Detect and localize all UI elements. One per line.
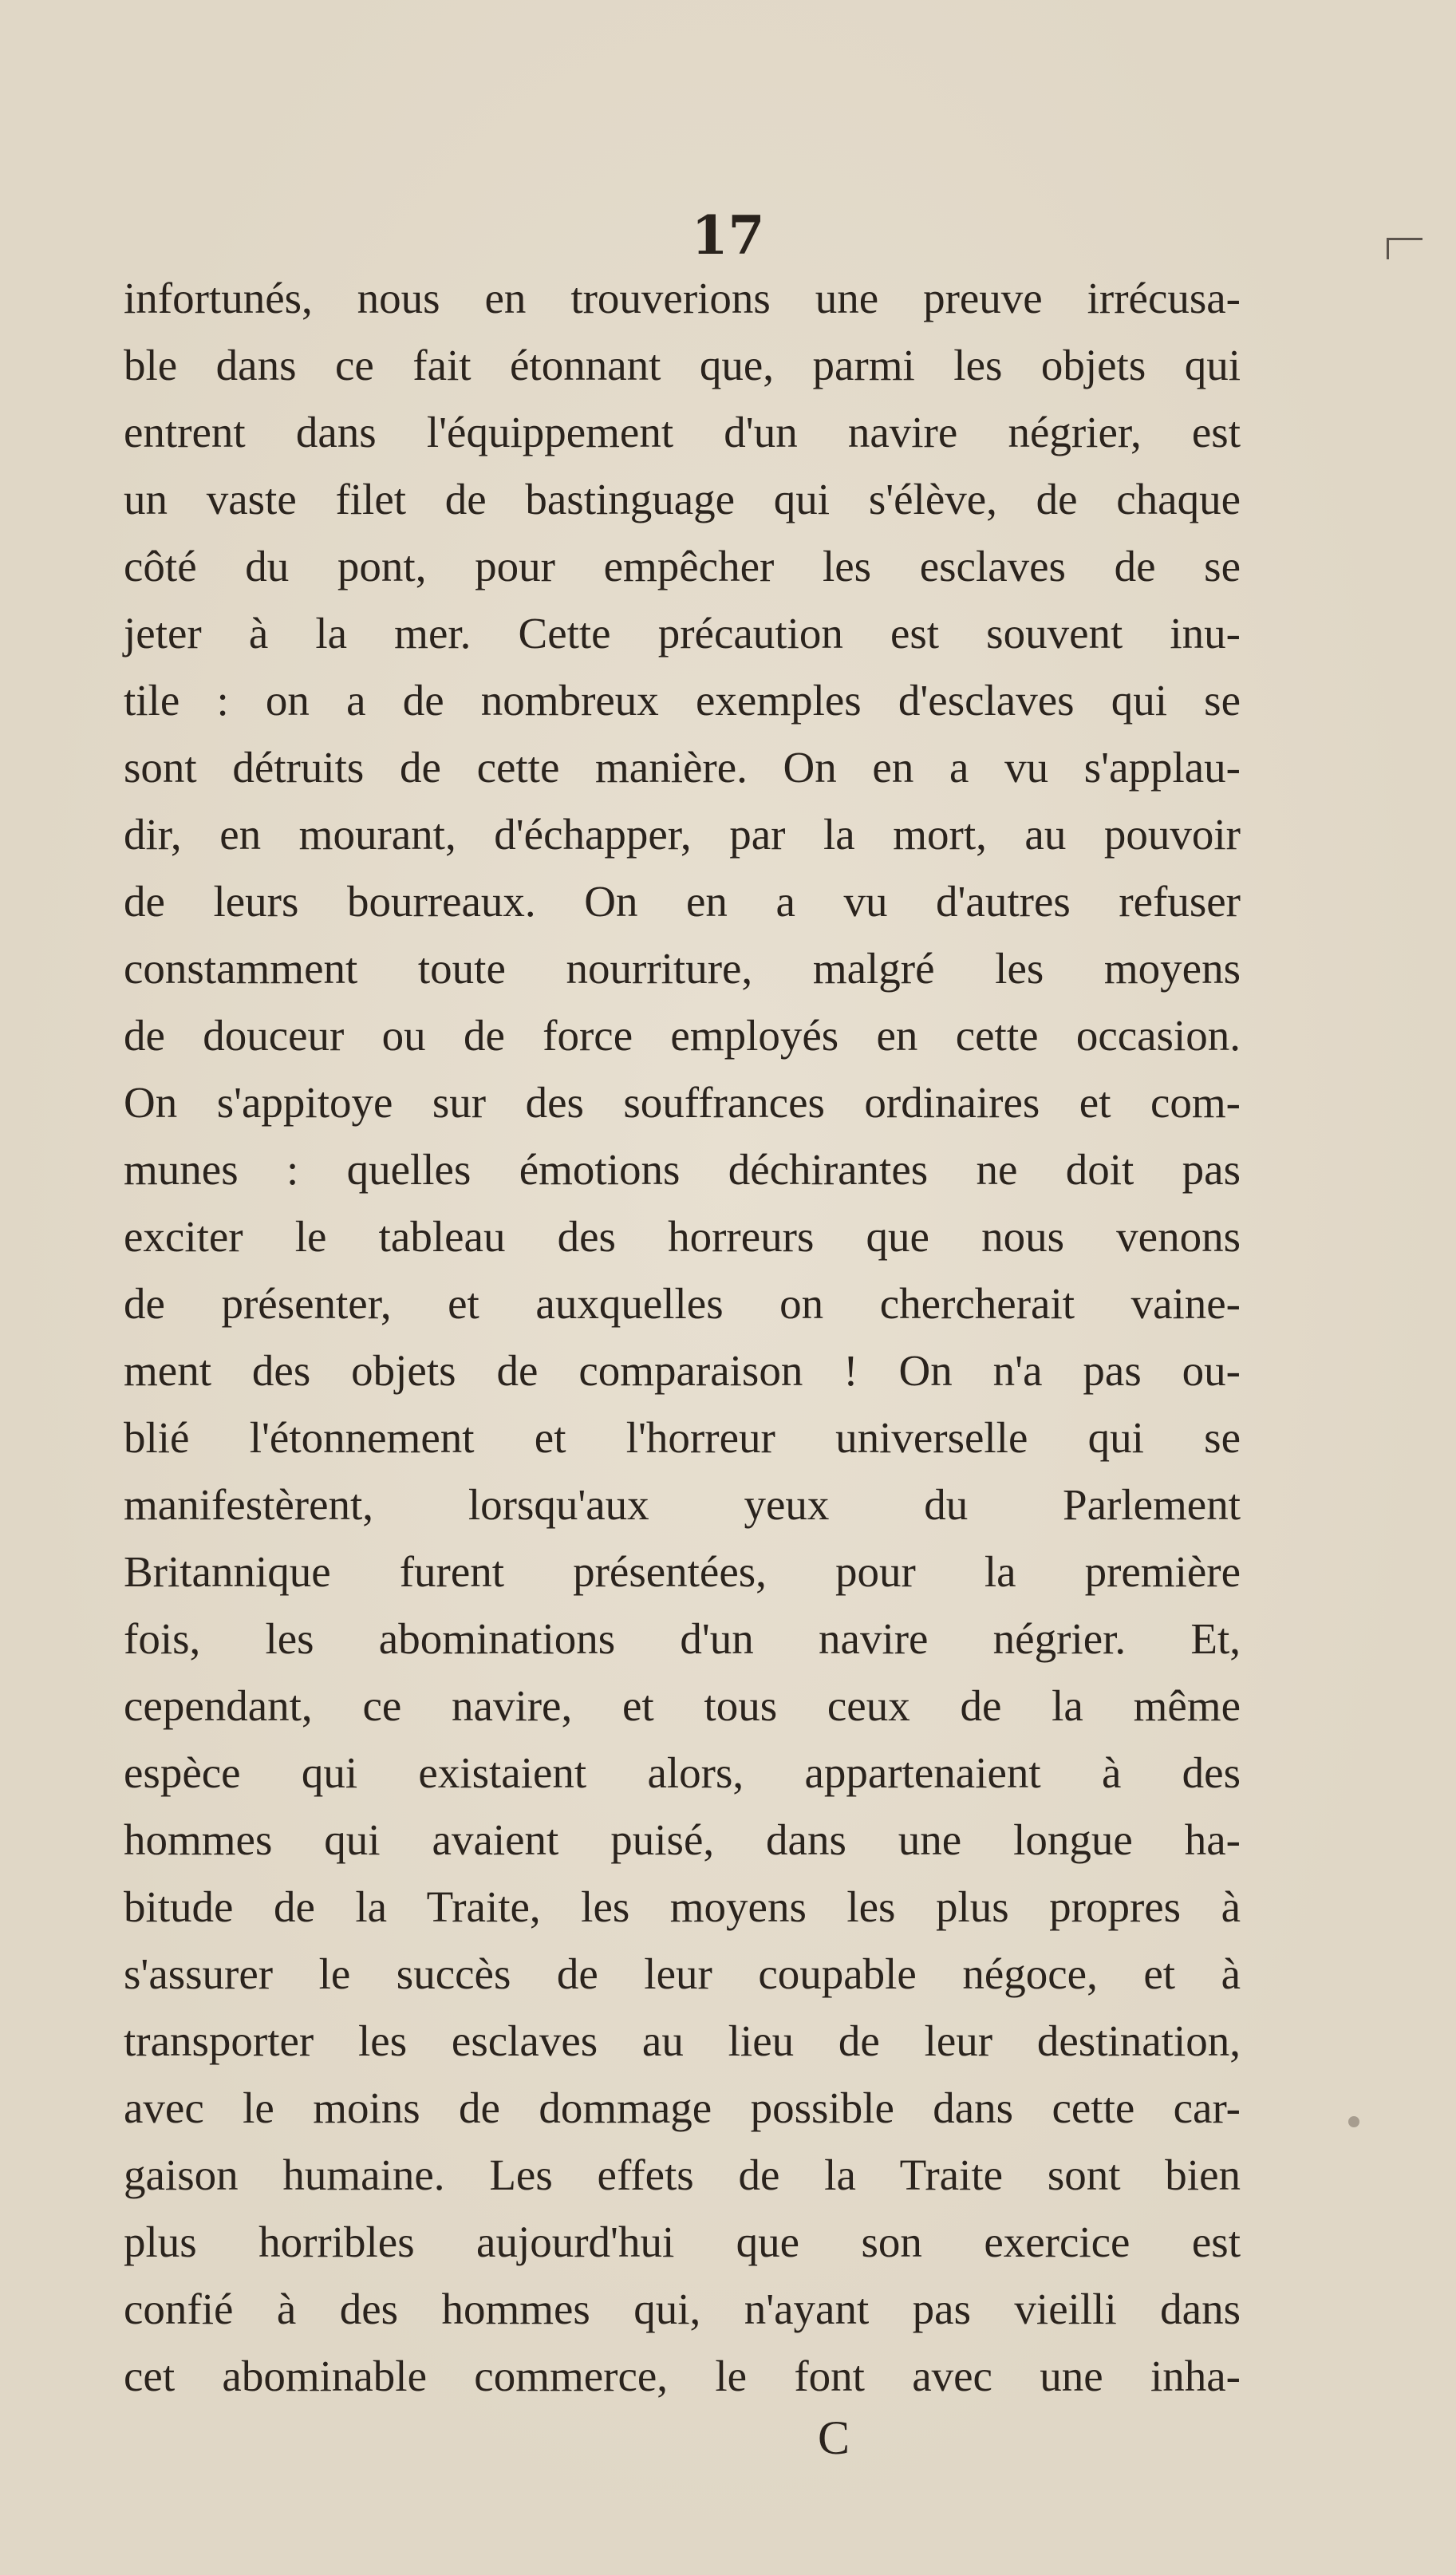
page-number: 17	[691, 204, 765, 267]
text-line: blié l'étonnement et l'horreur universelle qui se	[124, 1413, 1241, 1462]
text-line: On s'appitoye sur des souffrances ordinaires et com-	[124, 1078, 1241, 1127]
text-line: Britannique furent présentées, pour la première	[124, 1547, 1241, 1596]
text-line: transporter les esclaves au lieu de leur destination,	[124, 2016, 1241, 2065]
text-line: exciter le tableau des horreurs que nous venons	[124, 1212, 1241, 1261]
text-line: gaison humaine. Les effets de la Traite sont bien	[124, 2150, 1241, 2199]
text-line: cependant, ce navire, et tous ceux de la même	[124, 1681, 1241, 1730]
text-line: hommes qui avaient puisé, dans une longue ha-	[124, 1815, 1241, 1864]
text-line: dir, en mourant, d'échapper, par la mort, au pouvoir	[124, 810, 1241, 859]
signature-mark: C	[817, 2411, 850, 2464]
text-line: constamment toute nourriture, malgré les moyens	[124, 944, 1241, 993]
margin-mark	[1387, 238, 1422, 259]
text-line: infortunés, nous en trouverions une preuve irrécusa-	[124, 274, 1241, 322]
text-line: entrent dans l'équippement d'un navire négrier, est	[124, 408, 1241, 456]
text-line: espèce qui existaient alors, appartenaient à des	[124, 1748, 1241, 1797]
text-line: bitude de la Traite, les moyens les plus propres à	[124, 1882, 1241, 1931]
text-line: ment des objets de comparaison ! On n'a pas ou-	[124, 1346, 1241, 1395]
text-line: tile : on a de nombreux exemples d'esclaves qui se	[124, 676, 1241, 725]
text-line: cet abominable commerce, le font avec une inha-	[124, 2352, 1241, 2400]
body-text	[124, 265, 1241, 2410]
text-line: plus horribles aujourd'hui que son exercice est	[124, 2218, 1241, 2266]
text-line: s'assurer le succès de leur coupable négoce, et à	[124, 1949, 1241, 1998]
text-line: manifestèrent, lorsqu'aux yeux du Parlement	[124, 1480, 1241, 1529]
paper-speck	[1348, 2116, 1359, 2127]
text-line: jeter à la mer. Cette précaution est souvent inu-	[124, 609, 1241, 658]
text-line: de leurs bourreaux. On en a vu d'autres refuser	[124, 877, 1241, 926]
text-line: confié à des hommes qui, n'ayant pas vieilli dans	[124, 2285, 1241, 2333]
text-line: fois, les abominations d'un navire négrier. Et,	[124, 1614, 1241, 1663]
text-line: côté du pont, pour empêcher les esclaves de se	[124, 542, 1241, 590]
text-line: un vaste filet de bastinguage qui s'élève, de chaque	[124, 475, 1241, 523]
text-line: munes : quelles émotions déchirantes ne doit pas	[124, 1145, 1241, 1194]
text-line: de douceur ou de force employés en cette occasion.	[124, 1011, 1241, 1060]
text-line: ble dans ce fait étonnant que, parmi les objets qui	[124, 341, 1241, 389]
text-line: de présenter, et auxquelles on chercherait vaine-	[124, 1279, 1241, 1328]
text-line: avec le moins de dommage possible dans cette car-	[124, 2083, 1241, 2132]
text-line: sont détruits de cette manière. On en a vu s'applau-	[124, 743, 1241, 792]
